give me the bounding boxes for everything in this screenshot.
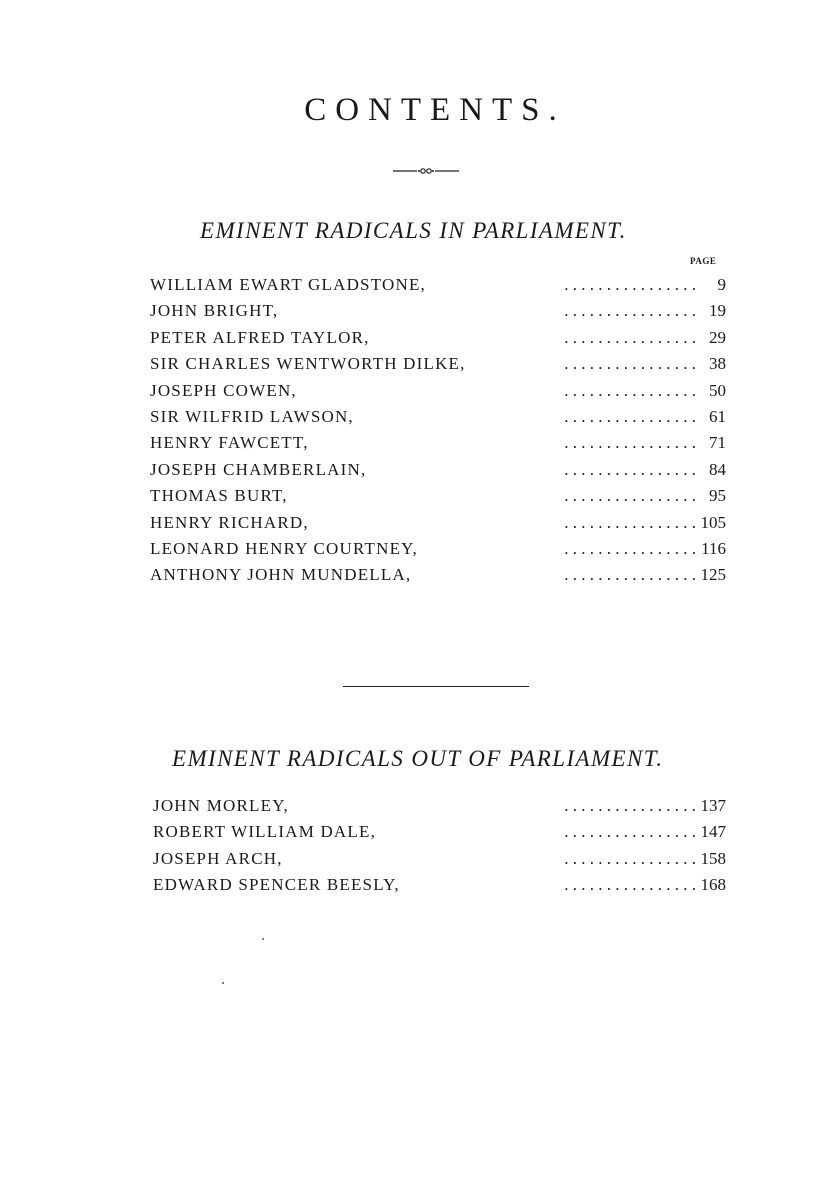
toc-entry-page: 158 (700, 848, 726, 868)
ornament-divider (393, 165, 459, 177)
toc-entry-name: JOSEPH ARCH, (153, 846, 287, 872)
toc-entry-name: HENRY RICHARD, (150, 510, 313, 536)
toc-entry[interactable] (150, 272, 726, 298)
dot-leader: . . . . . . . . . . . . . . . . (564, 433, 696, 453)
section-heading-out-of-parliament: EMINENT RADICALS OUT OF PARLIAMENT. (172, 746, 664, 771)
dot-leader: . . . . . . . . . . . . . . . . (564, 822, 696, 842)
toc-entry[interactable] (153, 793, 726, 819)
toc-entry-name: ANTHONY JOHN MUNDELLA, (150, 562, 415, 588)
toc-entry-page: 147 (700, 822, 726, 842)
toc-entry-page: 71 (709, 433, 726, 453)
dot-leader: . . . . . . . . . . . . . . . . (564, 796, 696, 815)
toc-entry-page: 61 (709, 406, 726, 426)
toc-entry-page: 9 (717, 275, 726, 294)
toc-entry-page: 168 (700, 875, 726, 895)
toc-entry-name: PETER ALFRED TAYLOR, (150, 325, 374, 351)
dot-leader: . . . . . . . . . . . . . . . . (564, 538, 696, 558)
toc-entry-name: WILLIAM EWART GLADSTONE, (150, 272, 430, 298)
toc-entry[interactable] (153, 846, 726, 872)
toc-entry[interactable] (150, 536, 726, 562)
dot-leader: . . . . . . . . . . . . . . . . (564, 848, 696, 868)
toc-entry[interactable] (153, 819, 726, 845)
toc-entry-name: JOHN MORLEY, (153, 793, 293, 819)
dot-leader: . . . . . . . . . . . . . . . . (564, 512, 696, 532)
toc-entry-page: 19 (709, 301, 726, 321)
toc-list-out-of-parliament (153, 793, 726, 899)
toc-entry[interactable] (150, 430, 726, 456)
dot-leader: . . . . . . . . . . . . . . . . (564, 486, 696, 506)
toc-entry-name: JOSEPH COWEN, (150, 378, 301, 404)
dot-leader: . . . . . . . . . . . . . . . . (564, 354, 696, 374)
dot-leader: . . . . . . . . . . . . . . . . (564, 459, 696, 479)
toc-entry-page: 29 (709, 327, 726, 347)
toc-entry-name: SIR CHARLES WENTWORTH DILKE, (150, 351, 470, 377)
toc-entry-page: 137 (700, 796, 726, 815)
toc-entry[interactable] (150, 562, 726, 588)
toc-entry-page: 95 (709, 486, 726, 506)
toc-entry[interactable] (150, 404, 726, 430)
page-title: CONTENTS. (304, 92, 566, 128)
toc-entry[interactable] (150, 510, 726, 536)
toc-entry[interactable] (153, 872, 726, 898)
dot-leader: . . . . . . . . . . . . . . . . (564, 327, 696, 347)
paper-speck (262, 938, 264, 940)
toc-entry[interactable] (150, 457, 726, 483)
paper-speck (222, 982, 224, 984)
toc-entry-page: 50 (709, 380, 726, 400)
toc-entry-page: 125 (700, 565, 726, 585)
toc-entry[interactable] (150, 378, 726, 404)
page-column-label: PAGE (690, 256, 717, 266)
toc-entry-name: THOMAS BURT, (150, 483, 292, 509)
dot-leader: . . . . . . . . . . . . . . . . (564, 406, 696, 426)
dot-leader: . . . . . . . . . . . . . . . . (564, 301, 696, 321)
toc-entry-page: 84 (709, 459, 726, 479)
toc-entry[interactable] (150, 325, 726, 351)
toc-list-in-parliament (150, 272, 726, 589)
dot-leader: . . . . . . . . . . . . . . . . (564, 380, 696, 400)
toc-entry-page: 38 (709, 354, 726, 374)
toc-entry-name: SIR WILFRID LAWSON, (150, 404, 358, 430)
dot-leader: . . . . . . . . . . . . . . . . (564, 875, 696, 895)
toc-entry[interactable] (150, 351, 726, 377)
toc-entry-name: ROBERT WILLIAM DALE, (153, 819, 380, 845)
dot-leader: . . . . . . . . . . . . . . . . (564, 275, 696, 294)
section-heading-in-parliament: EMINENT RADICALS IN PARLIAMENT. (200, 218, 627, 243)
toc-entry-name: JOHN BRIGHT, (150, 298, 282, 324)
dot-leader: . . . . . . . . . . . . . . . . (564, 565, 696, 585)
toc-entry[interactable] (150, 483, 726, 509)
toc-entry-name: JOSEPH CHAMBERLAIN, (150, 457, 370, 483)
toc-entry-name: HENRY FAWCETT, (150, 430, 313, 456)
toc-entry-page: 116 (701, 538, 726, 558)
toc-entry-page: 105 (700, 512, 726, 532)
toc-entry-name: EDWARD SPENCER BEESLY, (153, 872, 404, 898)
toc-entry-name: LEONARD HENRY COURTNEY, (150, 536, 422, 562)
section-divider-rule (343, 686, 529, 687)
toc-entry[interactable] (150, 298, 726, 324)
